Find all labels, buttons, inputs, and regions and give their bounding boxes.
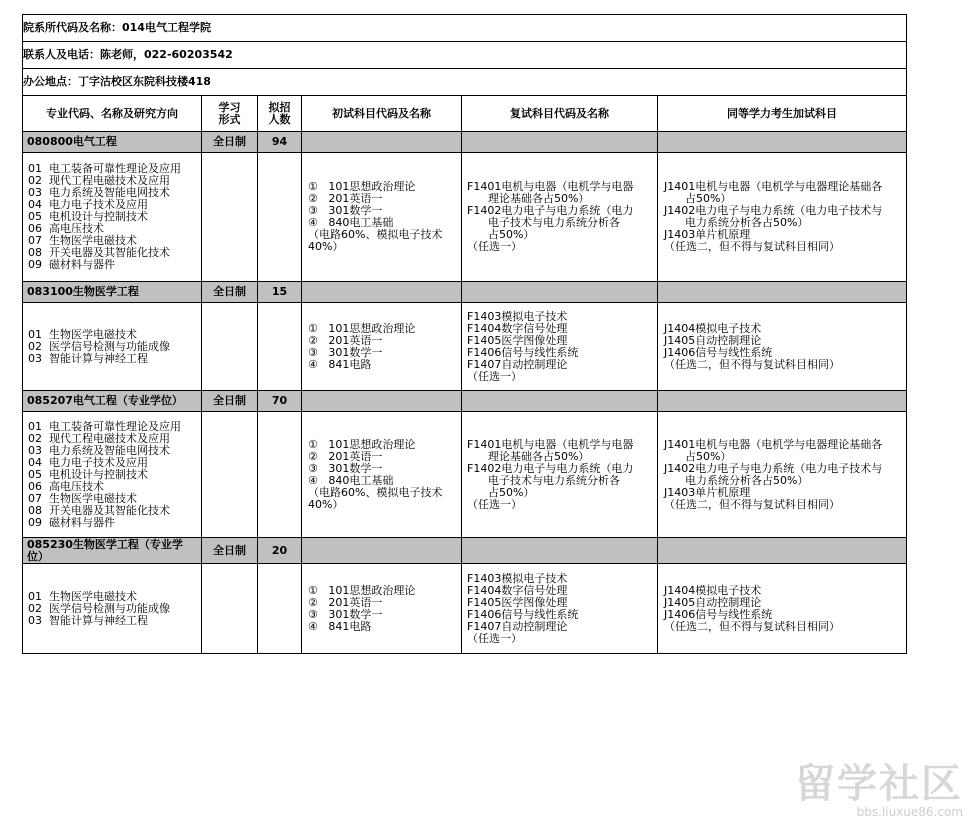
header-mode: 学习 形式 — [202, 96, 258, 132]
major-category-row — [23, 282, 907, 303]
major-detail-row — [23, 303, 907, 391]
header-equivalent: 同等学力考生加试科目 — [658, 96, 907, 132]
equivalent-subjects: J1404模拟电子技术 J1405自动控制理论 J1406信号与线性系统 （任选二，但不得与复试科目相同） — [658, 303, 907, 391]
study-mode: 全日制 — [202, 282, 258, 303]
major-code-name: 085207电气工程（专业学位） — [23, 391, 202, 412]
initial-exam-subjects: ① 101思想政治理论 ② 201英语一 ③ 301数学一 ④ 840电工基础 （电路60%、模拟电子技术 40%） — [302, 153, 462, 282]
dept-code-name: 院系所代码及名称：014电气工程学院 — [23, 15, 907, 42]
major-category-row — [23, 538, 907, 564]
study-mode: 全日制 — [202, 391, 258, 412]
initial-exam-subjects: ① 101思想政治理论 ② 201英语一 ③ 301数学一 ④ 841电路 — [302, 564, 462, 654]
major-detail-row — [23, 564, 907, 654]
enrollment-quota: 94 — [258, 132, 302, 153]
study-mode: 全日制 — [202, 538, 258, 564]
research-directions: 01 生物医学电磁技术 02 医学信号检测与功能成像 03 智能计算与神经工程 — [23, 564, 202, 654]
enrollment-quota: 70 — [258, 391, 302, 412]
dept-contact: 联系人及电话：陈老师，022-60203542 — [23, 42, 907, 69]
major-code-name: 080800电气工程 — [23, 132, 202, 153]
watermark-logo: 留学社区 — [795, 761, 963, 807]
retest-subjects: F1403模拟电子技术 F1404数字信号处理 F1405医学图像处理 F1406信号与线性系统 F1407自动控制理论 （任选一） — [462, 564, 658, 654]
major-code-name: 083100生物医学工程 — [23, 282, 202, 303]
equivalent-subjects: J1401电机与电器（电机学与电器理论基础各 占50%） J1402电力电子与电力系统（电力电子技术与 电力系统分析各占50%） J1403单片机原理 （任选二，但不得与复试科目相同） — [658, 412, 907, 538]
enrollment-quota: 15 — [258, 282, 302, 303]
major-detail-row — [23, 153, 907, 282]
research-directions: 01 生物医学电磁技术 02 医学信号检测与功能成像 03 智能计算与神经工程 — [23, 303, 202, 391]
initial-exam-subjects: ① 101思想政治理论 ② 201英语一 ③ 301数学一 ④ 841电路 — [302, 303, 462, 391]
dept-address: 办公地点：丁字沽校区东院科技楼418 — [23, 69, 907, 96]
equivalent-subjects: J1401电机与电器（电机学与电器理论基础各 占50%） J1402电力电子与电力系统（电力电子技术与 电力系统分析各占50%） J1403单片机原理 （任选二，但不得与复试科目相同） — [658, 153, 907, 282]
header-initial: 初试科目代码及名称 — [302, 96, 462, 132]
retest-subjects: F1401电机与电器（电机学与电器 理论基础各占50%） F1402电力电子与电力系统（电力 电子技术与电力系统分析各 占50%） （任选一） — [462, 412, 658, 538]
retest-subjects: F1403模拟电子技术 F1404数字信号处理 F1405医学图像处理 F1406信号与线性系统 F1407自动控制理论 （任选一） — [462, 303, 658, 391]
header-retest: 复试科目代码及名称 — [462, 96, 658, 132]
major-detail-row — [23, 412, 907, 538]
study-mode: 全日制 — [202, 132, 258, 153]
research-directions: 01 电工装备可靠性理论及应用 02 现代工程电磁技术及应用 03 电力系统及智能电网技术 04 电力电子技术及应用 05 电机设计与控制技术 06 高电压技术 07 生物医学电磁技术 08 开关电器及其智能化技术 09 磁材料与器件 — [23, 153, 202, 282]
admission-table — [22, 14, 907, 654]
enrollment-quota: 20 — [258, 538, 302, 564]
header-quota: 拟招 人数 — [258, 96, 302, 132]
watermark-url: bbs.liuxue86.com — [856, 805, 963, 819]
equivalent-subjects: J1404模拟电子技术 J1405自动控制理论 J1406信号与线性系统 （任选二，但不得与复试科目相同） — [658, 564, 907, 654]
major-category-row — [23, 391, 907, 412]
retest-subjects: F1401电机与电器（电机学与电器 理论基础各占50%） F1402电力电子与电力系统（电力 电子技术与电力系统分析各 占50%） （任选一） — [462, 153, 658, 282]
initial-exam-subjects: ① 101思想政治理论 ② 201英语一 ③ 301数学一 ④ 840电工基础 （电路60%、模拟电子技术 40%） — [302, 412, 462, 538]
header-major: 专业代码、名称及研究方向 — [23, 96, 202, 132]
research-directions: 01 电工装备可靠性理论及应用 02 现代工程电磁技术及应用 03 电力系统及智能电网技术 04 电力电子技术及应用 05 电机设计与控制技术 06 高电压技术 07 生物医学电磁技术 08 开关电器及其智能化技术 09 磁材料与器件 — [23, 412, 202, 538]
major-category-row — [23, 132, 907, 153]
site-watermark — [795, 763, 963, 819]
major-code-name: 085230生物医学工程（专业学 位） — [23, 538, 202, 564]
